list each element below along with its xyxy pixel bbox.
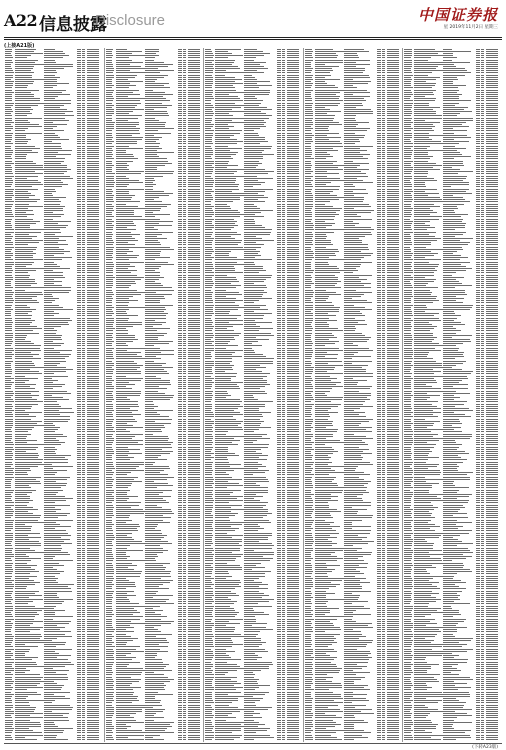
table-column [4, 48, 101, 742]
issue-date: 星 2019年11月2日 星期三 [444, 24, 498, 30]
section-title-english: Disclosure [95, 12, 165, 29]
masthead [0, 0, 506, 38]
continuation-note: (上接A21版) [4, 42, 34, 49]
section-title: 信息披露 [39, 10, 107, 35]
newspaper-logo: 中国证券报 [418, 4, 498, 25]
fund-listing-table [4, 48, 502, 742]
page-number: A22 [4, 11, 37, 30]
header-rule-thin [4, 39, 502, 40]
header-rule [4, 37, 502, 38]
